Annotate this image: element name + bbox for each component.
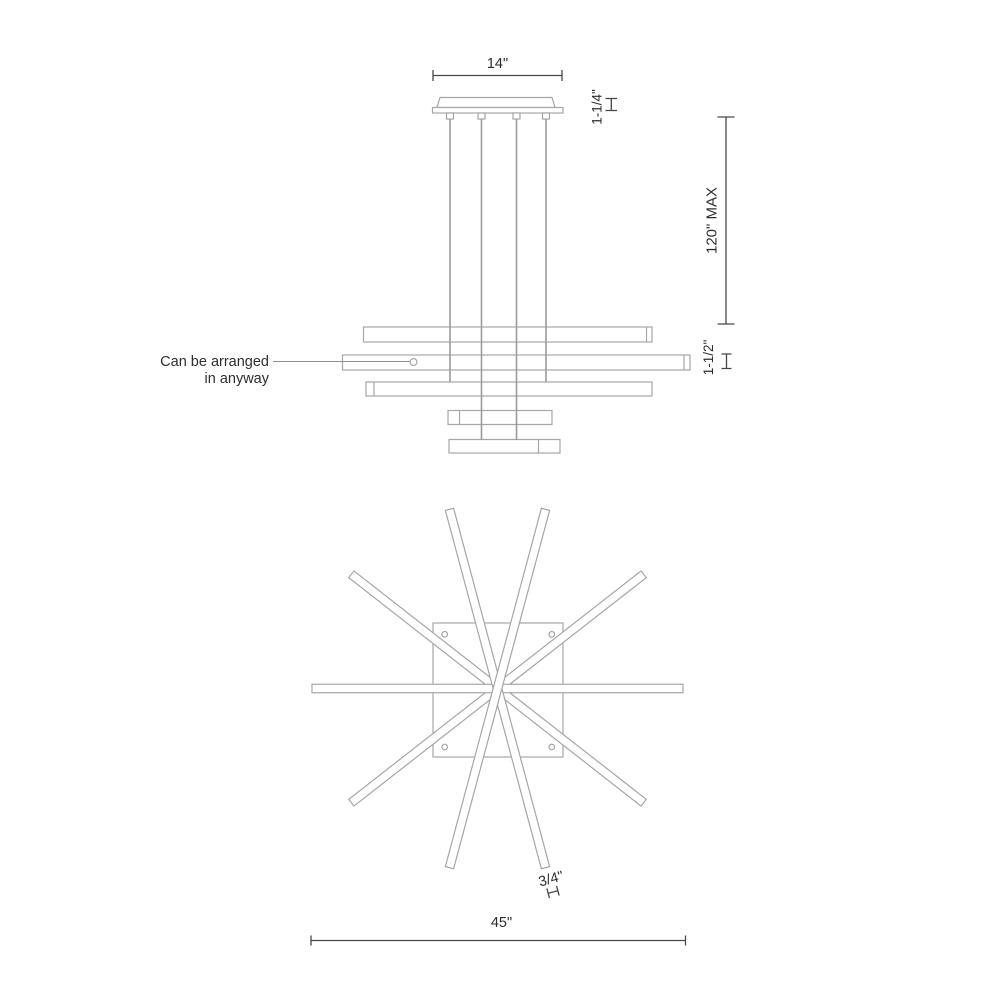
note-text-line2: in anyway bbox=[204, 371, 269, 387]
dimension-bar-width bbox=[537, 868, 566, 898]
canopy-width-label: 14" bbox=[486, 56, 509, 72]
light-bar-level-1 bbox=[364, 327, 653, 342]
cable-gripper-2 bbox=[478, 113, 485, 119]
canopy bbox=[433, 98, 564, 120]
canopy-base-plate bbox=[433, 108, 564, 114]
cable-gripper-3 bbox=[513, 113, 520, 119]
cable-gripper-1 bbox=[447, 113, 454, 119]
canopy-height-bracket bbox=[606, 99, 618, 111]
dimension-overall-width bbox=[311, 915, 686, 946]
plan-bars bbox=[312, 508, 683, 869]
dimension-suspension-height bbox=[704, 117, 735, 324]
canopy-top-plate bbox=[437, 98, 555, 108]
note-text-line1: Can be arranged bbox=[160, 354, 269, 370]
overall-width-label: 45" bbox=[490, 915, 513, 931]
elevation-view bbox=[160, 56, 734, 453]
canopy-height-label: 1-1/4" bbox=[589, 89, 605, 125]
bar-width-label: 3/4" bbox=[536, 868, 566, 891]
plan-view bbox=[311, 508, 686, 945]
light-bar-level-4 bbox=[448, 411, 552, 425]
cable-gripper-4 bbox=[543, 113, 550, 119]
bar-height-bracket bbox=[722, 354, 732, 369]
dimension-canopy-width bbox=[433, 56, 562, 81]
suspension-height-label: 120" MAX bbox=[703, 186, 721, 255]
light-bar-level-5 bbox=[449, 440, 560, 454]
dimension-canopy-height bbox=[590, 89, 618, 125]
dimension-bar-height bbox=[701, 340, 732, 376]
bar-height-label: 1-1/2" bbox=[701, 339, 716, 376]
light-bar-level-3 bbox=[366, 382, 652, 396]
